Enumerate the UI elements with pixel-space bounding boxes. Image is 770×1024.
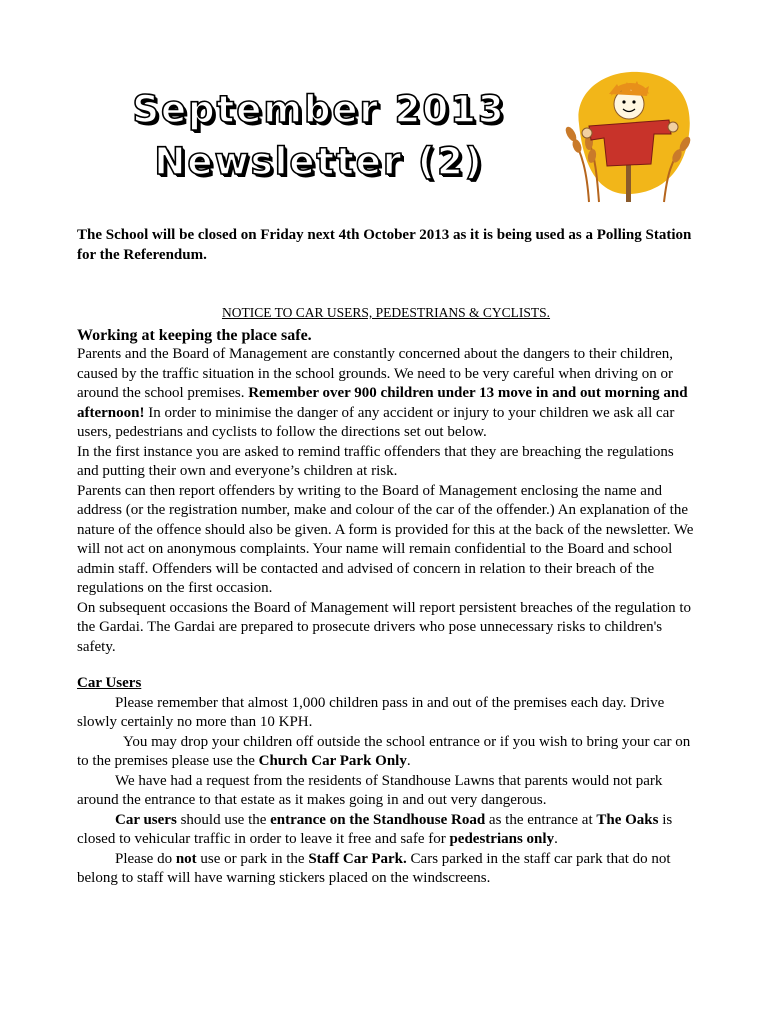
text-run: . xyxy=(406,753,411,769)
bold-text: Car users xyxy=(115,811,177,828)
newsletter-title xyxy=(84,84,554,188)
text-run: . xyxy=(554,831,558,847)
car-users-paragraph-3: We have had a request from the residents of Standhouse Lawns that parents would not park around the entrance to that estate as it makes going in and out very dangerous. xyxy=(77,772,663,808)
closure-notice: The School will be closed on Friday next 4th October 2013 as it is being used as a Polling Station for the Referendum. xyxy=(77,227,692,263)
title-line-1: September 2013 xyxy=(132,88,506,131)
text-run: Cars parked in the staff car park that do not belong to staff will have warning stickers placed on the windscreens. xyxy=(77,850,671,886)
text-run: is closed to vehicular traffic in order to leave it free and safe for xyxy=(77,811,673,847)
bold-text: Church Car Park Only xyxy=(258,753,407,769)
scarecrow-icon xyxy=(559,64,699,204)
text-run: In order to minimise the danger of any accident or injury to your children we ask all car users, pedestrians and cyclists to follow the directions set out below. xyxy=(77,404,675,440)
bold-text: Remember over 900 children under 13 move in and out morning and afternoon! xyxy=(77,385,688,421)
title-line-2: Newsletter (2) xyxy=(154,140,484,183)
bold-text: Staff Car Park. xyxy=(308,850,407,867)
bold-text: not xyxy=(175,850,197,867)
text-run: Parents and the Board of Management are constantly concerned about the dangers to their children, caused by the traffic situation in the school grounds. We need to be very careful when driving on or around the school premises. xyxy=(77,346,674,401)
safety-paragraph-4: On subsequent occasions the Board of Management will report persistent breaches of the regulation to the Gardai. The Gardai are prepared to prosecute drivers who pose unnecessary risks to children's safety. xyxy=(77,599,691,655)
car-users-paragraph-1: Please remember that almost 1,000 children pass in and out of the premises each day. Drive slowly certainly no more than 10 KPH. xyxy=(77,694,665,730)
newsletter-body xyxy=(77,226,695,889)
bold-text: entrance on the Standhouse Road xyxy=(270,811,486,828)
car-users-heading: Car Users xyxy=(77,675,142,691)
safety-subheading: Working at keeping the place safe. xyxy=(77,326,312,344)
car-users-paragraph-4 xyxy=(77,811,695,850)
bold-text: The Oaks xyxy=(596,811,659,828)
safety-paragraph-3: Parents can then report offenders by writing to the Board of Management enclosing the name and address (or the registration number, make and colour of the car of the offender.) An explanation of the nature of the offence should also be given. A form is provided for this at the back of the newsletter. We will not act on anonymous complaints. Your name will remain confidential to the Board and school admin staff. Offenders will be contacted and advised of concern in relation to their breach of the regulations on the first occasion. xyxy=(77,482,694,596)
text-run: use or park in the xyxy=(196,850,309,867)
notice-heading: NOTICE TO CAR USERS, PEDESTRIANS & CYCLISTS. xyxy=(221,305,551,320)
safety-paragraph-1 xyxy=(77,345,695,443)
text-run: You may drop your children off outside the school entrance or if you wish to bring your car on to the premises please use the xyxy=(77,733,691,769)
safety-paragraph-2: In the first instance you are asked to remind traffic offenders that they are breaching the regulations and putting their own and everyone’s children at risk. xyxy=(77,443,674,479)
text-run: Please do xyxy=(115,850,176,867)
bold-text: pedestrians only xyxy=(449,831,555,847)
car-users-paragraph-5 xyxy=(77,850,695,889)
car-users-paragraph-2 xyxy=(77,733,695,772)
text-run: as the entrance at xyxy=(485,811,597,828)
text-run: should use the xyxy=(176,811,271,828)
